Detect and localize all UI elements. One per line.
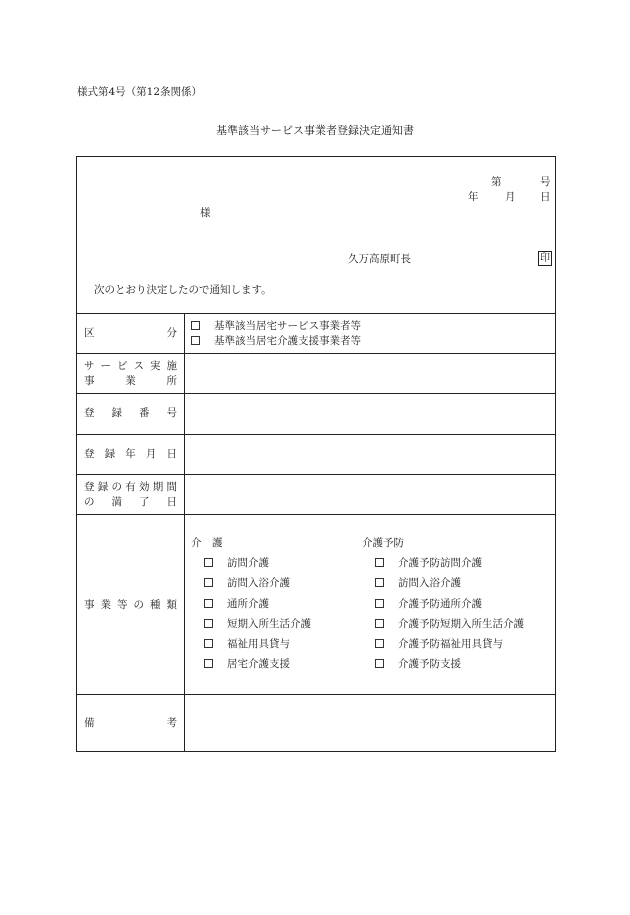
item-label: 介護予防福祉用具貸与	[398, 638, 503, 650]
label-reg-date	[84, 447, 177, 461]
label-char: ー	[100, 360, 111, 372]
checkbox[interactable]	[204, 558, 213, 567]
checkbox[interactable]	[191, 321, 200, 330]
yobo-heading: 介護予防	[362, 537, 404, 549]
row-divider	[76, 393, 556, 394]
kaigo-item	[204, 597, 269, 611]
label-char: 考	[166, 717, 177, 729]
label-char: 区	[84, 327, 95, 339]
label-char: 備	[84, 717, 95, 729]
kaigo-heading: 介 護	[191, 537, 223, 549]
label-char: 番	[139, 407, 150, 419]
label-char: 了	[139, 496, 150, 508]
checkbox[interactable]	[375, 578, 384, 587]
number-go: 号	[540, 176, 551, 188]
kaigo-item	[204, 617, 311, 631]
item-label: 介護予防訪問介護	[398, 557, 482, 569]
label-char: 業	[125, 375, 136, 387]
seal-stamp: 印	[540, 253, 550, 264]
label-char: 間	[166, 481, 177, 493]
label-char: 録	[97, 481, 109, 493]
yobo-item	[375, 657, 461, 671]
row-divider	[76, 434, 556, 435]
label-char: 年	[125, 448, 136, 460]
item-label: 訪問介護	[227, 557, 269, 569]
label-char: の	[84, 496, 95, 508]
kaigo-item	[204, 576, 290, 590]
label-office-line1	[84, 359, 177, 373]
issuer-name: 久万高原町長	[348, 253, 411, 265]
addressee-sama: 様	[200, 207, 211, 219]
label-char: 号	[166, 407, 177, 419]
kubun-option-2	[191, 334, 361, 348]
yobo-item	[375, 556, 482, 570]
label-char: 施	[166, 360, 177, 372]
checkbox[interactable]	[191, 336, 200, 345]
item-label: 介護予防通所介護	[398, 598, 482, 610]
label-char: 実	[150, 360, 161, 372]
form-number: 様式第4号（第12条関係）	[77, 86, 203, 98]
label-char: 登	[84, 407, 95, 419]
label-kubun	[84, 326, 177, 340]
date-month: 月	[505, 191, 516, 203]
row-divider	[76, 514, 556, 515]
label-char: ス	[133, 360, 144, 372]
checkbox[interactable]	[204, 619, 213, 628]
checkbox[interactable]	[204, 578, 213, 587]
checkbox[interactable]	[375, 659, 384, 668]
label-expiry-line1	[84, 480, 177, 494]
label-char: サ	[84, 360, 95, 372]
item-label: 介護予防短期入所生活介護	[398, 618, 524, 630]
label-char: 日	[166, 496, 177, 508]
label-char: 登	[84, 448, 95, 460]
label-expiry-line2	[84, 495, 177, 509]
label-char: 有	[125, 481, 136, 493]
label-char: 分	[166, 327, 177, 339]
label-char: 登	[84, 481, 95, 493]
document-title: 基準該当サービス事業者登録決定通知書	[216, 124, 414, 137]
row-divider	[76, 313, 556, 314]
item-label: 介護予防支援	[398, 658, 461, 670]
label-char: 所	[166, 375, 177, 387]
row-divider	[76, 353, 556, 354]
checkbox[interactable]	[375, 558, 384, 567]
kubun-option-1	[191, 319, 361, 333]
label-services	[84, 598, 177, 612]
item-label: 短期入所生活介護	[227, 618, 311, 630]
date-day: 日	[540, 191, 551, 203]
number-dai: 第	[491, 176, 502, 188]
label-char: ビ	[117, 360, 128, 372]
label-char: 満	[111, 496, 122, 508]
checkbox[interactable]	[204, 659, 213, 668]
label-char: 等	[117, 599, 128, 611]
yobo-item	[375, 637, 503, 651]
label-char: の	[133, 599, 144, 611]
item-label: 訪問入浴介護	[227, 577, 290, 589]
option-label: 基準該当居宅介護支援事業者等	[214, 335, 361, 347]
label-char: 種	[150, 599, 161, 611]
item-label: 福祉用具貸与	[227, 638, 290, 650]
checkbox[interactable]	[204, 599, 213, 608]
checkbox[interactable]	[375, 599, 384, 608]
row-divider	[76, 694, 556, 695]
label-char: 期	[152, 481, 164, 493]
checkbox[interactable]	[204, 639, 213, 648]
label-char: 録	[104, 448, 116, 460]
label-char: 事	[84, 375, 95, 387]
label-char: 録	[111, 407, 122, 419]
date-year: 年	[468, 191, 479, 203]
label-char: 類	[166, 599, 177, 611]
label-char: の	[111, 481, 122, 493]
yobo-item	[375, 576, 461, 590]
label-remarks	[84, 716, 177, 730]
item-label: 訪問入浴介護	[398, 577, 461, 589]
label-char: 事	[84, 599, 95, 611]
label-char: 月	[145, 448, 157, 460]
kaigo-item	[204, 556, 269, 570]
yobo-item	[375, 617, 524, 631]
notice-text: 次のとおり決定したので通知します。	[94, 284, 272, 296]
item-label: 通所介護	[227, 598, 269, 610]
label-char: 効	[139, 481, 150, 493]
label-reg-number	[84, 406, 177, 420]
checkbox[interactable]	[375, 619, 384, 628]
kaigo-item	[204, 637, 290, 651]
option-label: 基準該当居宅サービス事業者等	[214, 320, 361, 332]
checkbox[interactable]	[375, 639, 384, 648]
label-char: 業	[100, 599, 111, 611]
yobo-item	[375, 597, 482, 611]
column-divider	[184, 313, 185, 752]
row-divider	[76, 474, 556, 475]
kaigo-item	[204, 657, 290, 671]
label-char: 日	[166, 448, 177, 460]
item-label: 居宅介護支援	[227, 658, 290, 670]
label-office-line2	[84, 374, 177, 388]
